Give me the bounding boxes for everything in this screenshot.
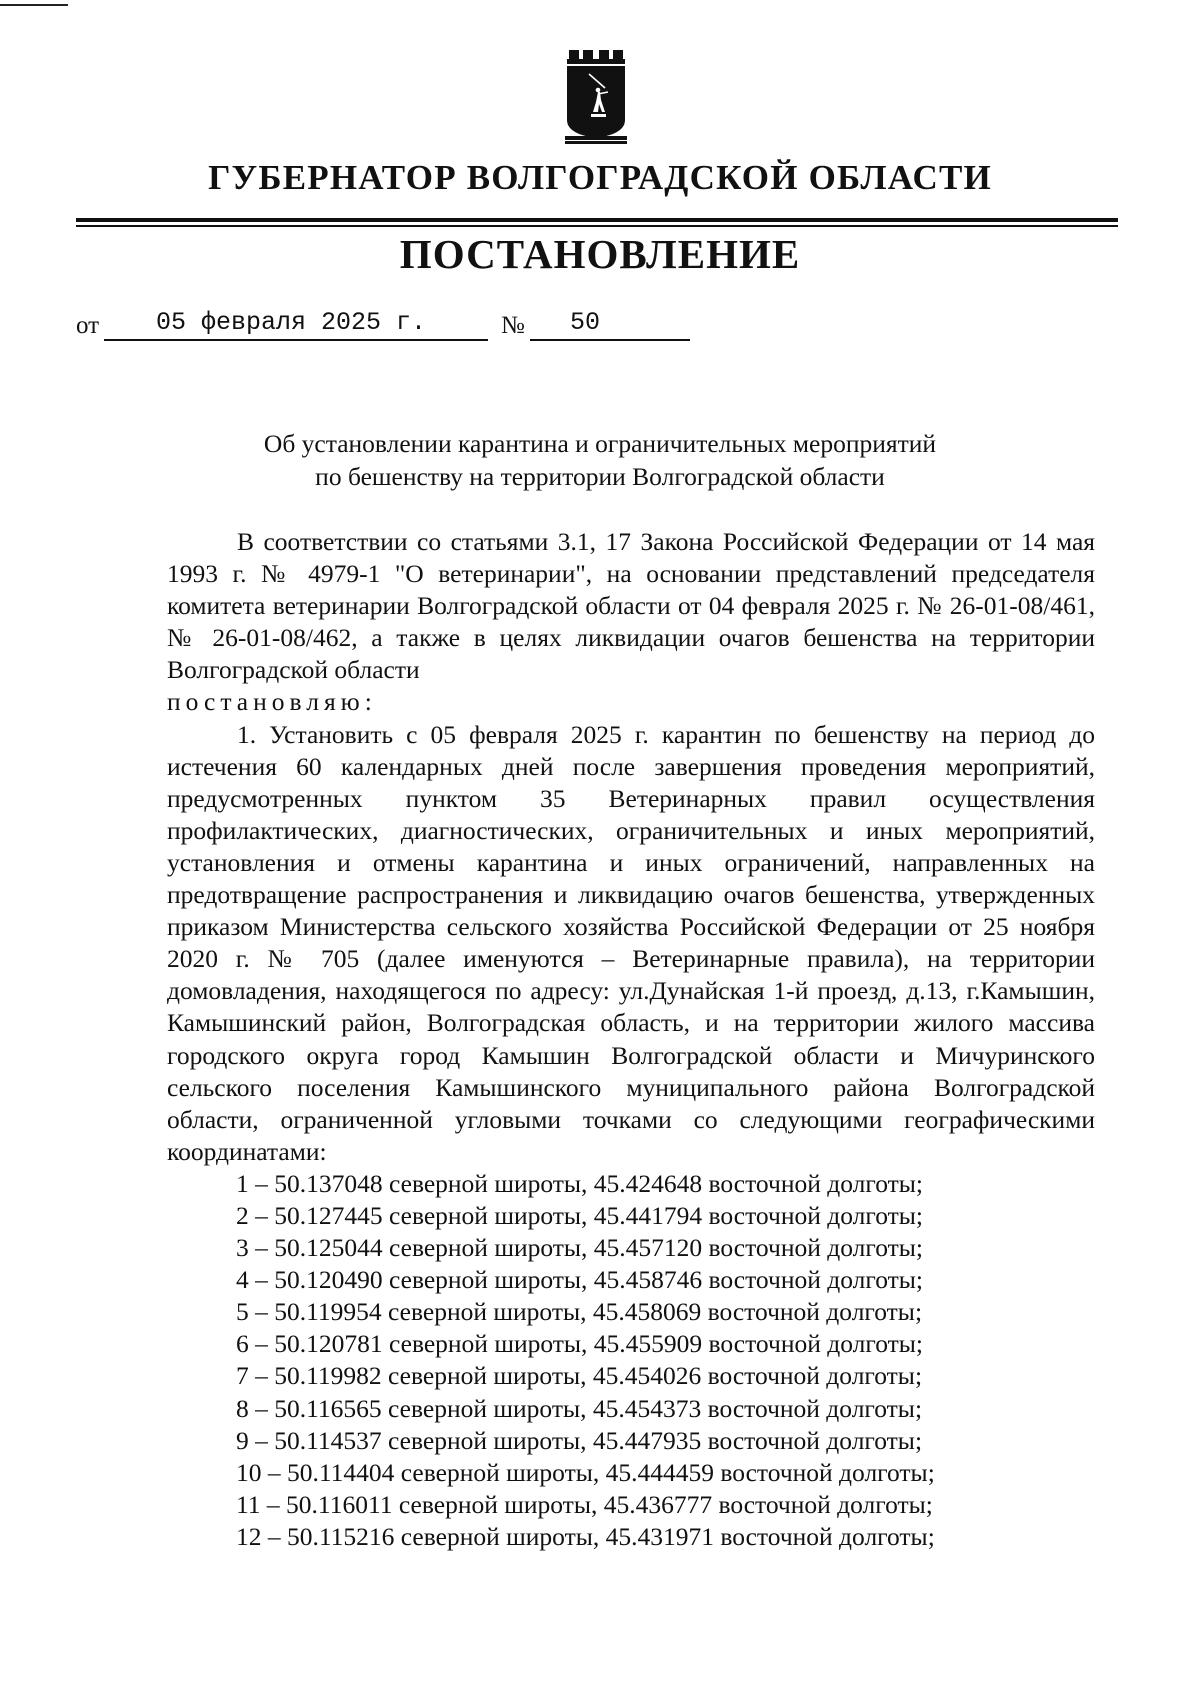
volgograd-coat-of-arms-icon (565, 50, 627, 144)
scan-edge-mark (0, 4, 68, 6)
preamble-paragraph: В соответствии со статьями 3.1, 17 Закона Российской Федерации от 14 мая 1993 г. № 4979-1 "О ветеринарии", на основании представлений председателя комитета ветеринарии Волгоградской области от 04 февраля 2025 г. № 26-01-08/461, № 26-01-08/462, а также в целях ликвидации очагов бешенства на территории Волгоградской области (167, 527, 1095, 685)
coordinate-item: 6 – 50.120781 северной широты, 45.455909 восточной долготы; (236, 1329, 923, 1359)
coordinate-item: 10 – 50.114404 северной широты, 45.444459 восточной долготы; (236, 1457, 935, 1487)
number-underline (530, 339, 690, 341)
date-number-line (0, 308, 1200, 348)
date-underline (104, 339, 488, 341)
coordinate-item: 8 – 50.116565 северной широты, 45.454373 восточной долготы; (236, 1393, 923, 1423)
coordinate-item: 3 – 50.125044 северной широты, 45.457120 восточной долготы; (236, 1233, 923, 1263)
coordinate-list (167, 1168, 1095, 1553)
coordinate-item: 4 – 50.120490 северной широты, 45.458746 восточной долготы; (236, 1265, 923, 1295)
coordinate-item: 7 – 50.119982 северной широты, 45.454026 восточной долготы; (236, 1361, 923, 1391)
decree-word: постановляю: (167, 687, 377, 717)
header-rule-thin (76, 225, 1118, 227)
document-body (167, 526, 1095, 1553)
issuing-authority-title: ГУБЕРНАТОР ВОЛГОГРАДСКОЙ ОБЛАСТИ (208, 158, 992, 197)
header-rule-thick (76, 218, 1118, 222)
number-label: № (501, 312, 525, 339)
coordinate-item: 9 – 50.114537 северной широты, 45.447935 восточной долготы; (236, 1425, 923, 1455)
document-type-title: ПОСТАНОВЛЕНИЕ (399, 231, 801, 277)
coordinate-item: 5 – 50.119954 северной широты, 45.458069 восточной долготы; (236, 1297, 923, 1327)
document-subject (0, 427, 1200, 493)
coordinate-item: 11 – 50.116011 северной широты, 45.436777 восточной долготы; (236, 1489, 933, 1519)
coordinate-item: 1 – 50.137048 северной широты, 45.424648 восточной долготы; (236, 1168, 923, 1198)
date-value: 05 февраля 2025 г. (156, 308, 427, 337)
date-label: от (76, 312, 100, 339)
subject-line: Об установлении карантина и ограничительных мероприятий (263, 429, 937, 458)
item-1-paragraph: 1. Установить с 05 февраля 2025 г. карантин по бешенству на период до истечения 60 календарных дней после завершения проведения мероприятий, предусмотренных пунктом 35 Ветеринарных правил осуществления профилактических, диагностических, ограничительных и иных мероприятий, установления и отмены карантина и иных ограничений, направленных на предотвращение распространения и ликвидацию очагов бешенства, утвержденных приказом Министерства сельского хозяйства Российской Федерации от 25 ноября 2020 г. № 705 (далее именуются – Ветеринарные правила), на территории домовладения, находящегося по адресу: ул.Дунайская 1-й проезд, д.13, г.Камышин, Камышинский район, Волгоградская область, и на территории жилого массива городского округа город Камышин Волгоградской области и Мичуринского сельского поселения Камышинского муниципального района Волгоградской области, ограниченной угловыми точками со следующими географическими координатами: (167, 719, 1095, 1166)
coordinate-item: 2 – 50.127445 северной широты, 45.441794 восточной долготы; (236, 1200, 923, 1230)
subject-line: по бешенству на территории Волгоградской области (315, 462, 885, 491)
number-value: 50 (570, 308, 601, 337)
coordinate-item: 12 – 50.115216 северной широты, 45.431971 восточной долготы; (236, 1521, 935, 1551)
